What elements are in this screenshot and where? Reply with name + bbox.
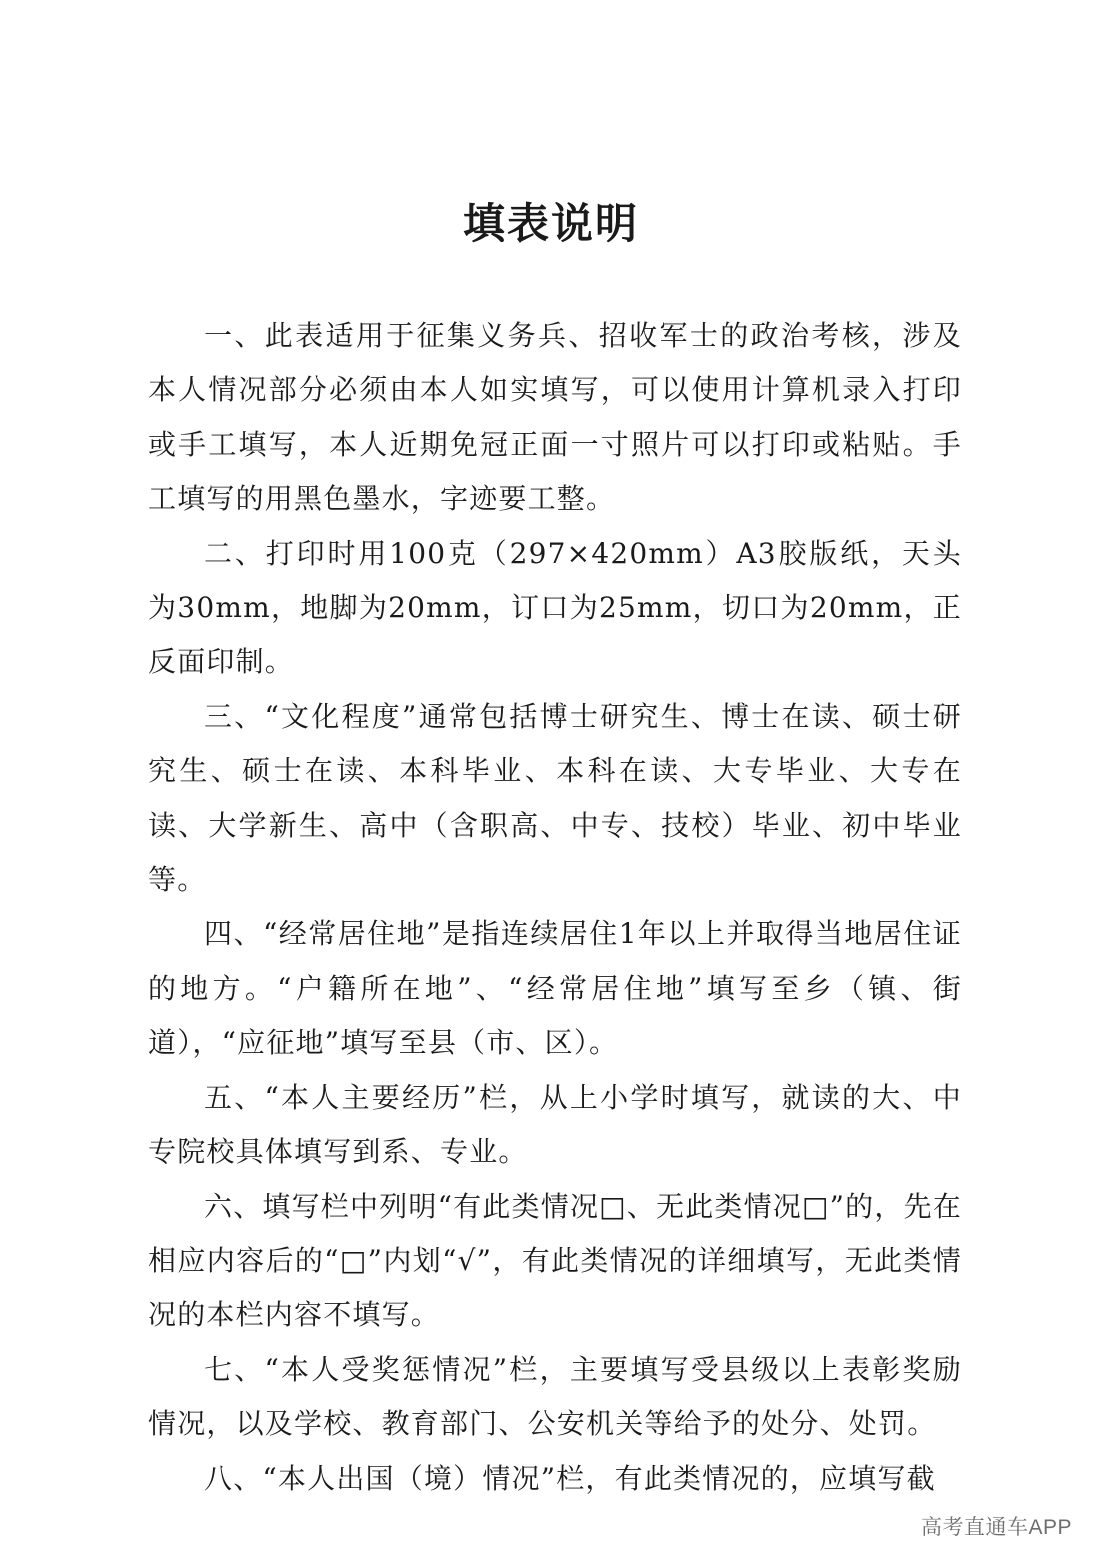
- instruction-paragraph-6: 六、填写栏中列明“有此类情况□、无此类情况□”的，先在相应内容后的“□”内划“√”，有此类情况的详细填写，无此类情况的本栏内容不填写。: [148, 1189, 962, 1332]
- instruction-paragraph-5: 五、“本人主要经历”栏，从上小学时填写，就读的大、中专院校具体填写到系、专业。: [148, 1080, 962, 1169]
- instruction-paragraph-4: 四、“经常居住地”是指连续居住1年以上并取得当地居住证的地方。“户籍所在地”、“经常居住地”填写至乡（镇、街道），“应征地”填写至县（市、区）。: [148, 917, 962, 1060]
- instruction-paragraph-1: 一、此表适用于征集义务兵、招收军士的政治考核，涉及本人情况部分必须由本人如实填写，可以使用计算机录入打印或手工填写，本人近期免冠正面一寸照片可以打印或粘贴。手工填写的用黑色墨水，字迹要工整。: [148, 319, 962, 516]
- watermark-text: 高考直通车APP: [920, 1516, 1072, 1539]
- instruction-paragraph-8: 八、“本人出国（境）情况”栏，有此类情况的，应填写截: [204, 1461, 936, 1495]
- instruction-paragraph-2: 二、打印时用100克（297×420mm）A3胶版纸，天头为30mm，地脚为20mm，订口为25mm，切口为20mm，正反面印制。: [148, 536, 962, 679]
- instruction-paragraph-3: 三、“文化程度”通常包括博士研究生、博士在读、硕士研究生、硕士在读、本科毕业、本科在读、大专毕业、大专在读、大学新生、高中（含职高、中专、技校）毕业、初中毕业等。: [148, 699, 962, 897]
- instructions-body: [148, 309, 962, 1506]
- document-title: 填表说明: [462, 199, 639, 248]
- instruction-paragraph-7: 七、“本人受奖惩情况”栏，主要填写受县级以上表彰奖励情况，以及学校、教育部门、公安机关等给予的处分、处罚。: [148, 1352, 962, 1441]
